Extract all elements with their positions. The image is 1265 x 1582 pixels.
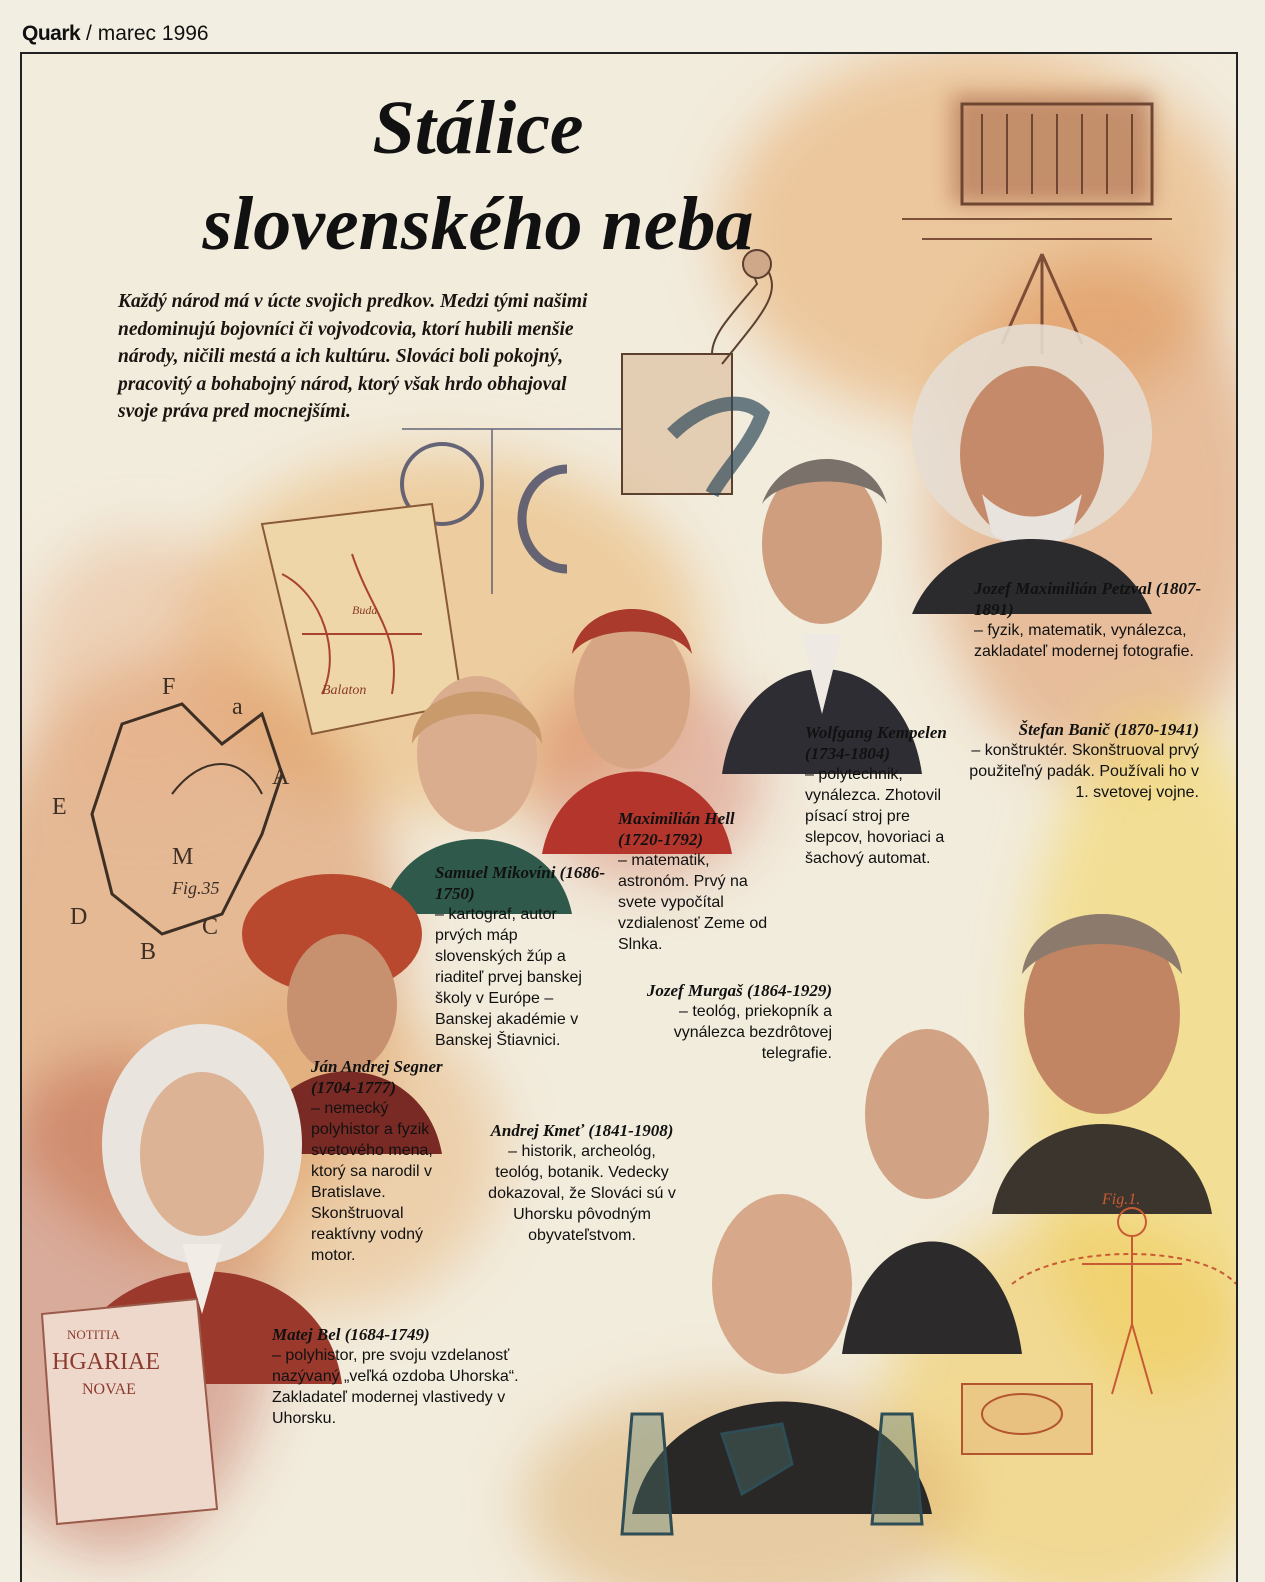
bio-kmet [482,1120,682,1246]
bio-name: Štefan Banič (1870-1941) [1018,720,1199,739]
svg-text:a: a [232,694,243,720]
intro-paragraph: Každý národ má v úcte svojich predkov. Medzi tými našimi nedominujú bojovníci či vojvodcovia, ktorí hubili menšie národy, ničili mestá a ich kultúru. Slováci boli pokojný, pracovitý a bohabojný národ, ktorý však hrdo obhajoval svoje práva pred mocnejšími. [118,291,588,422]
svg-text:E: E [52,794,67,820]
book-line3: NOVAE [82,1381,136,1398]
bio-desc: – polytechnik, vynálezca. Zhotovil písací stroj pre slepcov, hovoriaci a šachový automat. [805,766,945,867]
fig-label: Fig.1. [1102,1191,1141,1208]
bio-name: Ján Andrej Segner (1704-1777) [311,1057,443,1097]
title-line1: Stálice [372,86,584,170]
issue-date: / marec 1996 [86,22,209,45]
bio-bel [272,1324,562,1429]
article-frame [20,52,1238,1582]
svg-text:M: M [172,844,194,870]
bio-murgas [622,980,832,1064]
bio-hell [618,808,778,955]
map-label-balaton: Balaton [322,683,367,698]
magazine-name: Quark [22,22,81,45]
svg-text:F: F [162,674,176,700]
bio-desc: – matematik, astronóm. Prvý na svete vypočítal vzdialenosť Zeme od Slnka. [618,852,768,953]
title-line2: slovenského neba [202,182,754,266]
bio-desc: – polyhistor, pre svoju vzdelanosť nazývaný „veľká ozdoba Uhorska“. Zakladateľ modernej vlastivedy v Uhorsku. [272,1347,519,1427]
bio-name: Andrej Kmeť (1841-1908) [490,1121,674,1140]
book-line2: HGARIAE [52,1349,160,1375]
bio-petzval [974,578,1204,662]
bio-name: Wolfgang Kempelen (1734-1804) [805,723,947,763]
bio-mikovini [435,862,605,1051]
bio-segner [311,1056,461,1266]
magazine-header [22,22,209,46]
svg-text:D: D [70,904,88,930]
telegraph-sketch [962,1384,1092,1454]
svg-text:C: C [202,914,219,940]
bio-banic [967,719,1199,803]
map-label-buda: Buda [352,603,378,617]
bio-kempelen [805,722,955,869]
book-cover [42,1299,217,1524]
bio-name: Jozef Murgaš (1864-1929) [646,981,832,1000]
svg-text:B: B [140,939,157,965]
portrait-murgas [842,1029,1022,1354]
bio-name: Jozef Maximilián Petzval (1807-1891) [974,579,1202,619]
book-line1: NOTITIA [67,1327,120,1342]
bio-desc: – historik, archeológ, teológ, botanik. Vedecky dokazoval, že Slováci sú v Uhorsku pôvodným obyvateľstvom. [488,1143,676,1244]
bio-desc: – kartograf, autor prvých máp slovenských žúp a riaditeľ prvej banskej školy v Európe – Banskej akadémie v Banskej Štiavnici. [435,906,582,1049]
fig35-label: Fig.35 [172,878,220,898]
bio-name: Samuel Mikovíni (1686-1750) [435,863,606,903]
bio-desc: – nemecký polyhistor a fyzik svetového mena, ktorý sa narodil v Bratislave. Skonštruoval reaktívny vodný motor. [311,1100,433,1264]
portrait-petzval [912,324,1152,614]
bio-desc: – teológ, priekopník a vynálezca bezdrôtovej telegrafie. [673,1003,832,1062]
article-title [118,80,838,272]
bio-name: Matej Bel (1684-1749) [272,1325,430,1344]
svg-text:A: A [272,764,290,790]
bio-name: Maximilián Hell (1720-1792) [618,809,735,849]
bio-desc: – konštruktér. Skonštruoval prvý použiteľný padák. Používali ho v 1. svetovej vojne. [969,742,1199,801]
bio-desc: – fyzik, matematik, vynálezca, zakladateľ modernej fotografie. [974,622,1194,660]
